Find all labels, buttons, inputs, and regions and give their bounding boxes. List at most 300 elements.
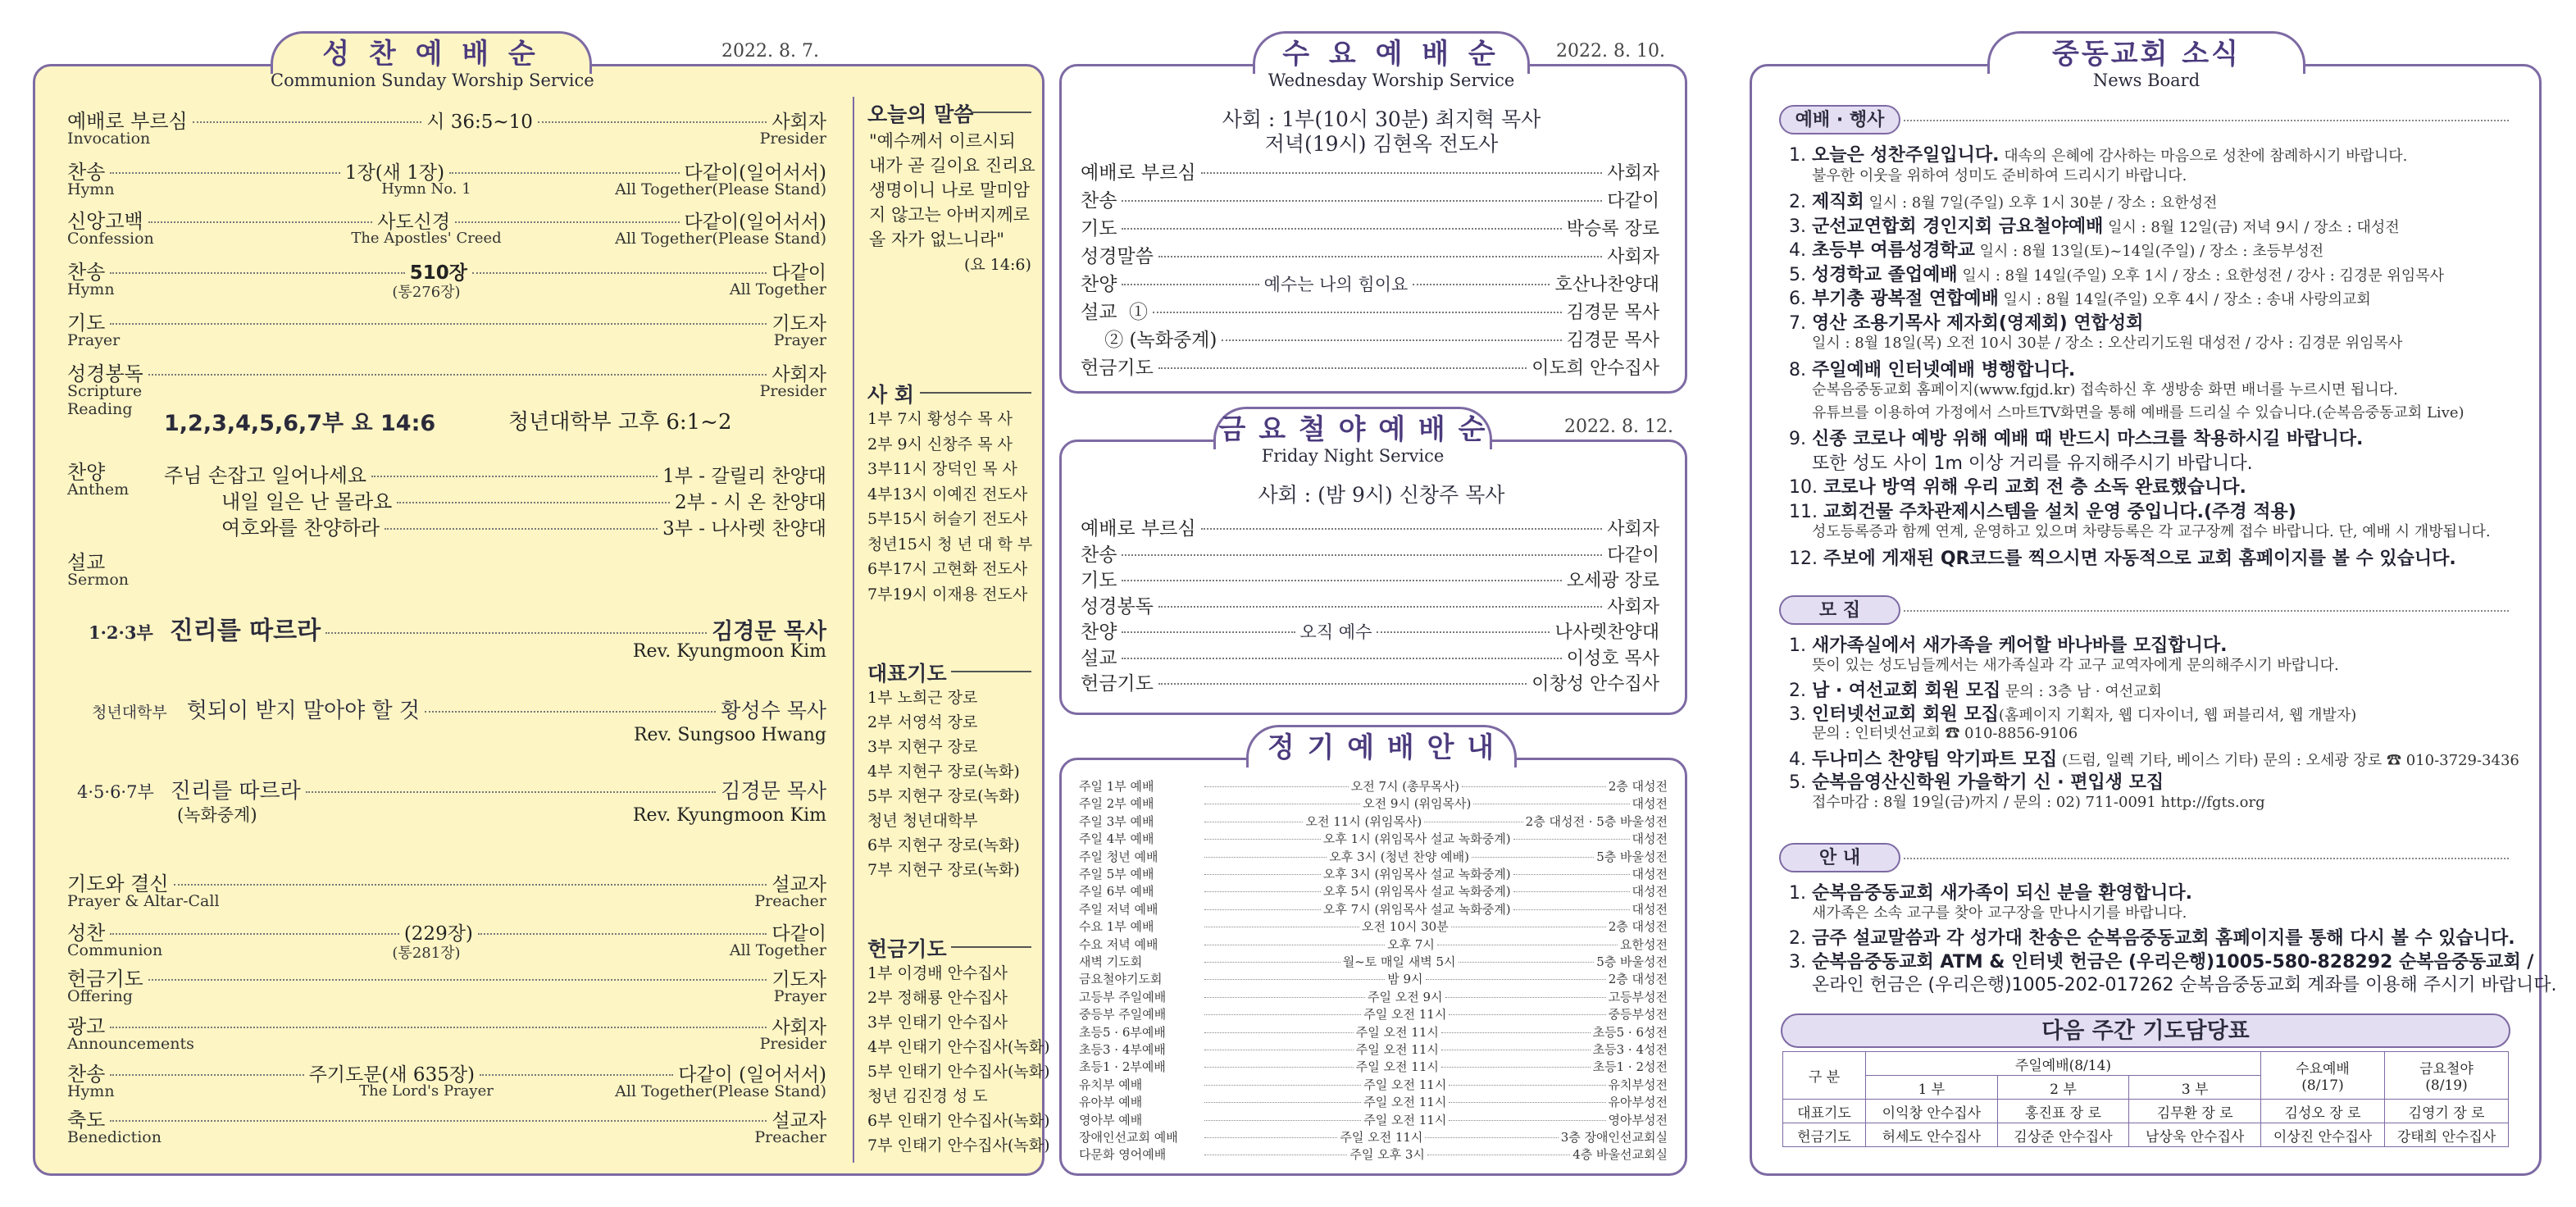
offering-item: 7부 인태기 안수집사(녹화) [867, 1136, 1050, 1155]
regular-time: 오전 7시 (총무목사) [1350, 779, 1459, 794]
order-label: 신앙고백 [67, 210, 143, 233]
dotted-leader [1204, 786, 1349, 787]
prayer-item: 5부 지현구 장로(녹화) [867, 787, 1020, 805]
dotted-leader [148, 374, 767, 376]
dotted-leader [110, 1120, 767, 1122]
dotted-leader [1204, 1067, 1354, 1068]
regular-time: 오전 11시 (위임목사) [1305, 813, 1422, 829]
regular-time: 오전 9시 (위임목사) [1363, 796, 1472, 812]
service-right: 사회자 [1607, 519, 1659, 540]
news-item [1789, 745, 2519, 771]
prayers-rule [951, 671, 1031, 672]
order-right: 사회자 [771, 364, 826, 385]
regular-place: 대성전 [1632, 901, 1668, 917]
regular-place: 2층 대성전 · 5층 바울성전 [1525, 813, 1668, 829]
regular-name: 초등5 · 6부예배 [1079, 1024, 1166, 1040]
order-center: (229장) [403, 923, 473, 945]
service-right: 다같이 [1607, 191, 1659, 212]
regular-time: 주일 오전 11시 [1355, 1042, 1439, 1057]
regular-place: 초등1 · 2성전 [1592, 1059, 1668, 1075]
dotted-leader [480, 1074, 673, 1076]
regular-time: 오후 5시 (위임목사 설교 녹화중계) [1322, 884, 1511, 900]
order-right-en: All Together(Please Stand) [615, 1082, 826, 1100]
dotted-leader [455, 221, 679, 223]
regular-title: 정 기 예 배 안 내 [1267, 731, 1496, 764]
service-right: 김경문 목사 [1566, 303, 1659, 323]
dotted-leader [538, 121, 767, 123]
dotted-leader [110, 933, 398, 935]
order-label-en: Prayer & Altar-Call [67, 892, 220, 910]
prayers-title: 대표기도 [867, 662, 947, 685]
news-detail: 일시 : 8월 14일(주일) 오후 4시 / 장소 : 송내 사랑의교회 [1998, 291, 2371, 308]
offering-item: 1부 이경배 안수집사 [867, 964, 1008, 982]
regular-time: 오후 3시 (청년 찬양 예배) [1329, 849, 1469, 864]
sermon-title: 헛되이 받지 말아야 할 것 [186, 699, 421, 723]
service-row [1081, 213, 1659, 240]
order-row [67, 105, 826, 134]
communion-title: 성 찬 예 배 순 [322, 38, 540, 71]
regular-place: 대성전 [1632, 831, 1668, 847]
order-label: 축도 [67, 1109, 106, 1132]
sermon-title: 진리를 따르라 [170, 779, 301, 804]
regular-place: 초등5 · 6성전 [1592, 1024, 1668, 1040]
news-detail-line: 또한 성도 사이 1m 이상 거리를 유지해주시기 바랍니다. [1812, 453, 2253, 474]
order-center: 사도신경 [377, 212, 451, 233]
service-row [1081, 513, 1659, 540]
service-row [1081, 540, 1659, 567]
news-number: 7. [1789, 312, 1812, 334]
order-right: 기도자 [771, 313, 826, 335]
regular-row [1079, 813, 1668, 830]
dotted-leader [1377, 631, 1550, 633]
order-right-en: All Together(Please Stand) [615, 180, 826, 198]
news-detail-line: 접수마감 : 8월 19일(금)까지 / 문의 : 02) 711-0091 http://fgts.org [1812, 793, 2265, 811]
communion-date: 2022. 8. 7. [721, 41, 819, 61]
news-detail-line: 성도등록증과 함께 연계, 운영하고 있으며 차량등록은 각 교구장께 접수 바랍니다. 단, 예배 시 개방됩니다. [1812, 523, 2491, 540]
regular-row [1079, 900, 1668, 918]
news-item [1789, 425, 2363, 450]
anthem-label-en: Anthem [67, 481, 130, 499]
order-label: 찬송 [67, 161, 106, 184]
news-detail-line: 유튜브를 이용하여 가정에서 스마트TV화면을 통해 예배를 드리실 수 있습니다.(순복음중동교회 Live) [1812, 403, 2464, 421]
sermon-preacher-en: Rev. Kyungmoon Kim [632, 805, 826, 826]
order-label: 예배로 부르심 [67, 110, 188, 133]
service-right: 이성호 목사 [1566, 648, 1659, 669]
service-label: 기도 [1081, 570, 1117, 591]
order-right-en: Preacher [754, 1128, 826, 1146]
sermon-preacher-en: Rev. Kyungmoon Kim [632, 641, 826, 662]
anthem-title: 여호와를 찬양하라 [221, 517, 380, 540]
dotted-leader [1158, 606, 1602, 608]
service-right: 사회자 [1607, 163, 1659, 184]
regular-row [1079, 936, 1668, 953]
order-right: 설교자 [771, 1110, 826, 1132]
news-item [1789, 948, 2533, 973]
regular-row [1079, 1076, 1668, 1093]
recruit-section-rule [1904, 610, 2509, 612]
news-headline: 새가족실에서 새가족을 케어할 바나바를 모집합니다. [1811, 635, 2228, 656]
dotted-leader [174, 884, 767, 886]
news-title: 중동교회 소식 [2052, 38, 2241, 71]
table-header-friday: 금요철야 (8/19) [2385, 1052, 2509, 1100]
service-row [1081, 565, 1659, 592]
presider-item: 6부17시 고현화 전도사 [867, 560, 1028, 578]
news-item [1789, 498, 2296, 523]
regular-time: 월~토 매일 새벽 5시 [1342, 954, 1456, 969]
recruit-section-label: 모 집 [1779, 595, 1900, 625]
order-center-sub: (통281장) [392, 945, 461, 962]
news-headline: 초등부 여름성경학교 [1811, 240, 1975, 261]
regular-time: 오후 3시 (위임목사 설교 녹화중계) [1322, 867, 1511, 881]
regular-row [1079, 1005, 1668, 1023]
sermon-title: 진리를 따르라 [169, 617, 321, 645]
service-label: 찬송 [1081, 190, 1117, 212]
order-center: 시 36:5~10 [426, 112, 533, 133]
order-label: 찬송 [67, 261, 106, 284]
presider-item: 7부19시 이재용 전도사 [867, 585, 1028, 604]
service-label: 예배로 부르심 [1081, 518, 1196, 540]
order-center-sub: The Apostles' Creed [351, 230, 502, 247]
dotted-leader [1441, 1067, 1591, 1068]
regular-time: 주일 오전 11시 [1363, 1077, 1447, 1092]
dotted-leader [325, 632, 707, 634]
dotted-leader [449, 172, 679, 174]
dotted-leader [1445, 997, 1606, 998]
news-headline: 인터넷선교회 회원 모집 [1811, 704, 1999, 725]
wednesday-host-1: 사회 : 1부(10시 30분) 최지혁 목사 [1222, 107, 1541, 131]
regular-place: 2층 대성전 [1608, 919, 1668, 935]
news-number: 5. [1789, 264, 1812, 285]
dotted-leader [1513, 909, 1630, 910]
sermon-label-en: Sermon [67, 571, 130, 589]
dotted-leader [1413, 284, 1550, 285]
news-detail-line: 뜻이 있는 성도님들께서는 새가족실과 각 교구 교역자에게 문의해주시기 바랍니다. [1812, 656, 2339, 674]
regular-row [1079, 1093, 1668, 1110]
word-title: 오늘의 말씀 [867, 102, 974, 126]
news-number: 3. [1789, 216, 1812, 237]
regular-time: 주일 오전 11시 [1363, 1095, 1447, 1110]
news-headline: 남 · 여선교회 회원 모집 [1811, 681, 2001, 701]
wednesday-host-2: 저녁(19시) 김현옥 전도사 [1264, 132, 1499, 156]
events-section-label: 예배 · 행사 [1779, 105, 1900, 134]
regular-row [1079, 988, 1668, 1005]
service-label: 헌금기도 [1081, 358, 1154, 379]
dotted-leader [1153, 312, 1562, 313]
order-label-en: Hymn [67, 280, 115, 298]
regular-name: 주일 2부 예배 [1079, 796, 1154, 812]
offering-item: 5부 인태기 안수집사(녹화) [867, 1063, 1050, 1081]
dotted-leader [1122, 658, 1561, 659]
dotted-leader [1472, 857, 1594, 858]
dotted-leader [1158, 256, 1602, 257]
news-number: 1. [1789, 145, 1812, 166]
regular-time: 밤 9시 [1387, 972, 1423, 987]
regular-time: 주일 오전 9시 [1368, 989, 1443, 1004]
order-right-en: Prayer [773, 331, 826, 349]
regular-row [1079, 1058, 1668, 1075]
anthem-label: 찬양 [67, 461, 106, 484]
regular-title-tab [1246, 725, 1517, 767]
dotted-leader [1204, 1102, 1361, 1103]
sermon-part: 1·2·3부 [89, 622, 153, 643]
regular-row [1079, 1111, 1668, 1128]
news-item [1789, 356, 2075, 381]
table-sub-2: 2 부 [1997, 1076, 2129, 1100]
order-right-en: Presider [759, 130, 826, 148]
regular-name: 초등3 · 4부예배 [1079, 1042, 1166, 1057]
word-line: 내가 곧 길이요 진리요 [869, 156, 1035, 175]
order-label: 광고 [67, 1015, 106, 1038]
news-headline: 신종 코로나 예방 위해 예배 때 반드시 마스크를 착용하시길 바랍니다. [1811, 429, 2364, 449]
word-line: "예수께서 이르시되 [869, 131, 1016, 151]
scripture-youth: 청년대학부 고후 6:1~2 [508, 410, 732, 435]
regular-place: 대성전 [1632, 884, 1668, 900]
service-row [1081, 353, 1659, 380]
regular-place: 요한성전 [1620, 936, 1668, 952]
regular-name: 장애인선교회 예배 [1079, 1130, 1178, 1145]
regular-place: 대성전 [1632, 867, 1668, 881]
news-detail-line: 온라인 헌금은 (우리은행)1005-202-017262 순복음중동교회 계좌를 이용해 주시기 바랍니다. [1812, 975, 2557, 995]
order-label-en: Invocation [67, 130, 151, 148]
service-right: 다같이 [1607, 544, 1659, 566]
order-row [67, 307, 826, 335]
friday-host: 사회 : (밤 9시) 신창주 목사 [1258, 483, 1505, 507]
regular-name: 주일 5부 예배 [1079, 867, 1154, 881]
news-title-tab [1987, 31, 2305, 74]
news-item [1789, 212, 2400, 238]
order-right-en: Preacher [754, 892, 826, 910]
table-header-wednesday: 수요예배 (8/17) [2261, 1052, 2385, 1100]
friday-date: 2022. 8. 12. [1564, 417, 1673, 437]
news-item [1789, 285, 2371, 310]
news-item [1789, 924, 2515, 950]
service-right: 호산나찬양대 [1554, 275, 1659, 295]
dotted-leader [1204, 1014, 1361, 1015]
regular-name: 유아부 예배 [1079, 1095, 1143, 1110]
news-number: 2. [1789, 192, 1812, 212]
regular-place: 대성전 [1632, 796, 1668, 812]
order-row [67, 358, 826, 386]
order-right-en: Presider [759, 382, 826, 400]
regular-time: 오후 7시 [1387, 936, 1435, 952]
news-headline: 코로나 방역 위해 우리 교회 전 층 소독 완료했습니다. [1823, 477, 2246, 498]
order-label-en: Reading [67, 400, 133, 418]
friday-title-tab [1213, 407, 1492, 449]
news-number: 5. [1789, 772, 1812, 793]
order-center: 주기도문(새 635장) [308, 1064, 476, 1086]
regular-name: 주일 청년 예배 [1079, 849, 1158, 864]
dotted-leader [1204, 874, 1321, 875]
news-headline: 순복음중동교회 ATM & 인터넷 헌금은 (우리은행)1005-580-828292 순복음중동교회 / [1811, 951, 2534, 972]
service-label: 성경말씀 [1081, 246, 1154, 267]
news-number: 2. [1789, 928, 1812, 949]
regular-row [1079, 1023, 1668, 1041]
dotted-leader [193, 121, 421, 123]
table-sub-1: 1 부 [1866, 1076, 1998, 1100]
news-detail: 문의 : 3층 남 · 여선교회 [2000, 683, 2162, 700]
dotted-leader [1426, 979, 1606, 980]
regular-name: 주일 1부 예배 [1079, 779, 1154, 794]
news-headline: 성경학교 졸업예배 [1811, 264, 1958, 285]
dotted-leader [1158, 683, 1527, 685]
regular-name: 초등1 · 2부예배 [1079, 1059, 1166, 1075]
news-detail: 일시 : 8월 13일(토)~14일(주일) / 장소 : 초등부성전 [1974, 243, 2324, 260]
service-right: 김경문 목사 [1566, 330, 1659, 351]
dotted-leader [371, 476, 658, 477]
dotted-leader [1122, 200, 1602, 202]
order-right: 다같이 [771, 923, 827, 945]
order-center-sub: Hymn No. 1 [381, 180, 471, 198]
service-right: 나사렛찬양대 [1554, 622, 1659, 643]
order-label-en: Offering [67, 987, 133, 1005]
regular-row [1079, 918, 1668, 935]
dotted-leader [425, 711, 716, 713]
wednesday-subtitle: Wednesday Worship Service [1268, 71, 1515, 90]
dotted-leader [1204, 962, 1340, 963]
sermon-label: 설교 [67, 551, 106, 574]
regular-place: 영아부성전 [1608, 1112, 1668, 1127]
news-number: 2. [1789, 681, 1812, 701]
regular-row [1079, 848, 1668, 865]
news-detail: (홈페이지 기획자, 웹 디자이너, 웹 퍼블리셔, 웹 개발자) [1998, 706, 2357, 724]
service-row [1081, 617, 1659, 644]
news-number: 10. [1789, 477, 1823, 498]
dotted-leader [1449, 1085, 1605, 1086]
order-label-en: Hymn [67, 180, 115, 198]
regular-place: 2층 대성전 [1608, 972, 1668, 987]
dotted-leader [148, 979, 767, 981]
news-item [1789, 141, 2407, 166]
service-right: 사회자 [1607, 247, 1659, 267]
regular-name: 주일 3부 예배 [1079, 813, 1154, 829]
order-label: 기도와 결신 [67, 872, 169, 895]
news-item [1789, 544, 2456, 570]
regular-row [1079, 953, 1668, 970]
regular-time: 오후 1시 (위임목사 설교 녹화중계) [1322, 831, 1511, 847]
prayer-schedule-table [1782, 1051, 2509, 1147]
order-right-en: All Together [729, 280, 826, 298]
dotted-leader [306, 791, 717, 793]
dotted-leader [1513, 891, 1630, 892]
dotted-leader [110, 1074, 303, 1076]
anthem-choir: 3부 - 나사렛 찬양대 [662, 518, 826, 540]
dotted-leader [1158, 367, 1527, 369]
news-headline: 오늘은 성찬주일입니다. [1811, 145, 2000, 166]
prayer-item: 4부 지현구 장로(녹화) [867, 763, 1020, 781]
news-number: 4. [1789, 749, 1812, 770]
regular-place: 5층 바울성전 [1596, 849, 1668, 864]
news-headline: 주보에 게재된 QR코드를 찍으시면 자동적으로 교회 홈페이지를 볼 수 있습니다. [1823, 548, 2456, 569]
regular-time: 주일 오전 11시 [1363, 1112, 1447, 1127]
anthem-row [221, 485, 826, 514]
order-label: 기도 [67, 312, 106, 335]
news-number: 1. [1789, 883, 1812, 904]
order-right-en: All Together(Please Stand) [615, 230, 826, 248]
service-right: 사회자 [1607, 596, 1659, 617]
news-detail: 일시 : 8월 14일(주일) 오후 1시 / 장소 : 요한성전 / 강사 : 김경문 위임목사 [1957, 266, 2444, 285]
prayer-item: 7부 지현구 장로(녹화) [867, 861, 1020, 879]
service-row [1081, 668, 1659, 695]
order-right: 사회자 [771, 1017, 826, 1038]
regular-row [1079, 795, 1668, 812]
next-week-prayer-title: 다음 주간 기도담당표 [1781, 1013, 2510, 1048]
dotted-leader [110, 272, 404, 274]
sermon-preacher: 김경문 목사 [721, 779, 826, 803]
anthem-choir: 1부 - 갈릴리 찬양대 [662, 466, 826, 487]
news-headline: 금주 설교말씀과 각 성가대 찬송은 순복음중동교회 홈페이지를 통해 다시 볼 수 있습니다. [1811, 928, 2515, 949]
order-label: 헌금기도 [67, 968, 143, 991]
offering-title: 헌금기도 [867, 937, 947, 961]
order-label: 성경봉독 [67, 362, 143, 385]
friday-subtitle: Friday Night Service [1261, 446, 1445, 466]
anthem-title: 주님 손잡고 일어나세요 [164, 464, 367, 487]
order-label-en: Announcements [67, 1035, 194, 1053]
offering-item: 청년 김진경 성 도 [867, 1087, 988, 1105]
service-label: 찬송 [1081, 544, 1117, 566]
dotted-leader [1441, 1032, 1591, 1033]
service-label: ② (녹화중계) [1081, 330, 1217, 351]
dotted-leader [148, 221, 372, 223]
offering-rule [951, 946, 1031, 948]
news-detail: 일시 : 8월 12일(금) 저녁 9시 / 장소 : 대성전 [2103, 218, 2400, 236]
regular-place: 2층 대성전 [1608, 779, 1668, 794]
dotted-leader [1449, 1102, 1605, 1103]
news-detail-line: 문의 : 인터넷선교회 ☎ 010-8856-9106 [1812, 725, 2078, 742]
order-label: 찬송 [67, 1063, 106, 1086]
guide-section-rule [1904, 858, 2509, 859]
service-right: 박승록 장로 [1566, 219, 1659, 239]
news-item [1789, 188, 2217, 213]
service-right: 이도희 안수집사 [1531, 358, 1659, 379]
dotted-leader [1449, 1014, 1605, 1015]
order-center: 510장 [409, 262, 467, 284]
news-detail-line: 새가족은 소속 교구를 찾아 교구장을 만나시기를 바랍니다. [1812, 904, 2187, 922]
service-mid: 예수는 나의 힘이요 [1263, 275, 1409, 294]
dotted-leader [1459, 962, 1595, 963]
regular-name: 중등부 주일예배 [1079, 1007, 1167, 1023]
order-center: 1장(새 1장) [344, 162, 445, 184]
dotted-leader [110, 172, 339, 174]
presider-item: 1부 7시 황성수 목 사 [867, 410, 1013, 428]
communion-title-tab [271, 31, 592, 74]
dotted-leader [1204, 857, 1327, 858]
regular-name: 새벽 기도회 [1079, 954, 1143, 969]
wednesday-date: 2022. 8. 10. [1556, 41, 1665, 61]
news-headline: 주일예배 인터넷예배 병행합니다. [1811, 359, 2076, 380]
regular-name: 금요철야기도회 [1079, 972, 1163, 987]
news-number: 4. [1789, 240, 1812, 261]
news-number: 9. [1789, 429, 1812, 449]
order-right: 다같이 (일어서서) [678, 1064, 827, 1086]
service-row [1081, 591, 1659, 618]
regular-time: 주일 오전 11시 [1355, 1059, 1439, 1075]
regular-row [1079, 1041, 1668, 1058]
news-detail-line: 불우한 이웃을 위하여 성미도 준비하여 드리시기 바랍니다. [1812, 166, 2187, 184]
regular-row [1079, 865, 1668, 882]
service-label: 예배로 부르심 [1081, 162, 1196, 184]
service-label: 설교 ① [1081, 302, 1149, 323]
sermon-preacher: 김경문 목사 [712, 619, 826, 644]
dotted-leader [1204, 1085, 1361, 1086]
news-detail: (드럼, 일렉 기타, 베이스 기타) 문의 : 오세광 장로 ☎ 010-3729-3436 [2057, 751, 2519, 769]
prayer-item: 1부 노희근 장로 [867, 689, 978, 707]
dotted-leader [478, 933, 767, 935]
sermon-row [92, 694, 826, 724]
news-item [1789, 309, 2143, 335]
regular-name: 고등부 주일예배 [1079, 989, 1167, 1004]
order-label-en: Communion [67, 941, 163, 959]
order-label-en: Benediction [67, 1128, 162, 1146]
